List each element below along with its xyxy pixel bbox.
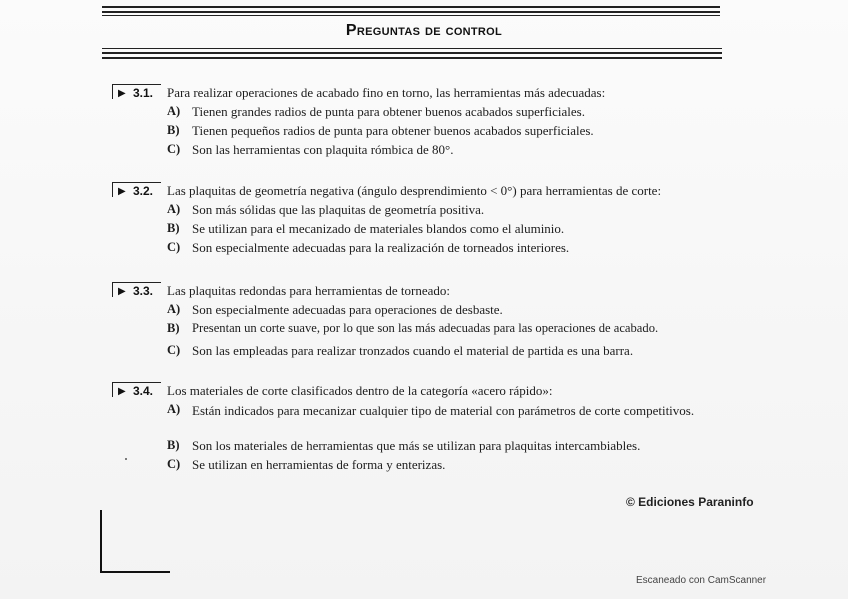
option-b (112, 321, 752, 343)
question-number: 3.3. (133, 284, 154, 298)
option-letter: A) (167, 402, 181, 416)
option-text: Tienen pequeños radios de punta para obtener buenos acabados superficiales. (192, 123, 594, 138)
option-text: Son especialmente adecuadas para la realización de torneados interiores. (192, 240, 570, 255)
header-rule (102, 48, 722, 49)
option-a (112, 104, 752, 123)
option-text: Presentan un corte suave, por lo que son las más adecuadas para las operaciones de acabado. (192, 321, 659, 335)
option-c (112, 457, 752, 476)
option-letter: C) (167, 343, 181, 357)
option-b (112, 438, 752, 457)
question-3-2 (112, 182, 752, 259)
question-text: Las plaquitas de geometría negativa (ángulo desprendimiento < 0°) para herramientas de corte: (167, 183, 662, 198)
triangle-right-icon: ▶ (118, 186, 126, 197)
option-letter: B) (167, 123, 180, 137)
option-text: Tienen grandes radios de punta para obtener buenos acabados superficiales. (192, 104, 585, 119)
question-text: Para realizar operaciones de acabado fino en torno, las herramientas más adecuadas: (167, 85, 606, 100)
option-a (112, 302, 752, 321)
header-rule (102, 11, 720, 13)
triangle-right-icon: ▶ (118, 88, 126, 99)
question-number: 3.1. (133, 86, 154, 100)
question-text: Las plaquitas redondas para herramientas de torneado: (167, 283, 450, 298)
scan-speck (125, 458, 127, 460)
question-number: 3.4. (133, 384, 154, 398)
option-letter: B) (167, 221, 180, 235)
option-b (112, 221, 752, 240)
option-text: Son las herramientas con plaquita rómbica de 80°. (192, 142, 454, 157)
question-3-1 (112, 84, 752, 161)
scanner-watermark: Escaneado con CamScanner (636, 575, 767, 586)
option-b (112, 123, 752, 142)
option-letter: C) (167, 142, 181, 156)
option-text: Son los materiales de herramientas que más se utilizan para plaquitas intercambiables. (192, 438, 641, 453)
question-3-3 (112, 282, 752, 362)
option-letter: C) (167, 240, 181, 254)
option-letter: A) (167, 302, 181, 316)
triangle-right-icon: ▶ (118, 286, 126, 297)
option-text: Se utilizan para el mecanizado de materiales blandos como el aluminio. (192, 221, 565, 236)
header-rule (102, 52, 722, 54)
page-edge (100, 510, 102, 572)
option-a (112, 202, 752, 221)
header-rule (102, 6, 720, 8)
option-text: Son más sólidas que las plaquitas de geometría positiva. (192, 202, 485, 217)
question-number: 3.2. (133, 184, 154, 198)
option-text: Son las empleadas para realizar tronzados cuando el material de partida es una barra. (192, 343, 634, 358)
page-title: Preguntas de control (345, 22, 503, 39)
option-c (112, 240, 752, 259)
option-letter: B) (167, 438, 180, 452)
option-letter: C) (167, 457, 181, 471)
option-letter: A) (167, 202, 181, 216)
option-text: Se utilizan en herramientas de forma y enterizas. (192, 457, 446, 472)
publisher-credit: © Ediciones Paraninfo (626, 495, 754, 509)
option-letter: A) (167, 104, 181, 118)
option-c (112, 142, 752, 161)
option-letter: B) (167, 321, 180, 335)
page-edge (100, 571, 170, 573)
option-c (112, 343, 752, 362)
option-a (112, 402, 752, 438)
question-3-4 (112, 382, 752, 476)
option-text: Están indicados para mecanizar cualquier tipo de material con parámetros de corte competitivos. (192, 403, 695, 418)
header-rule (102, 15, 720, 16)
option-text: Son especialmente adecuadas para operaciones de desbaste. (192, 302, 503, 317)
question-text: Los materiales de corte clasificados dentro de la categoría «acero rápido»: (167, 383, 553, 398)
header-rule (102, 57, 722, 59)
triangle-right-icon: ▶ (118, 386, 126, 397)
